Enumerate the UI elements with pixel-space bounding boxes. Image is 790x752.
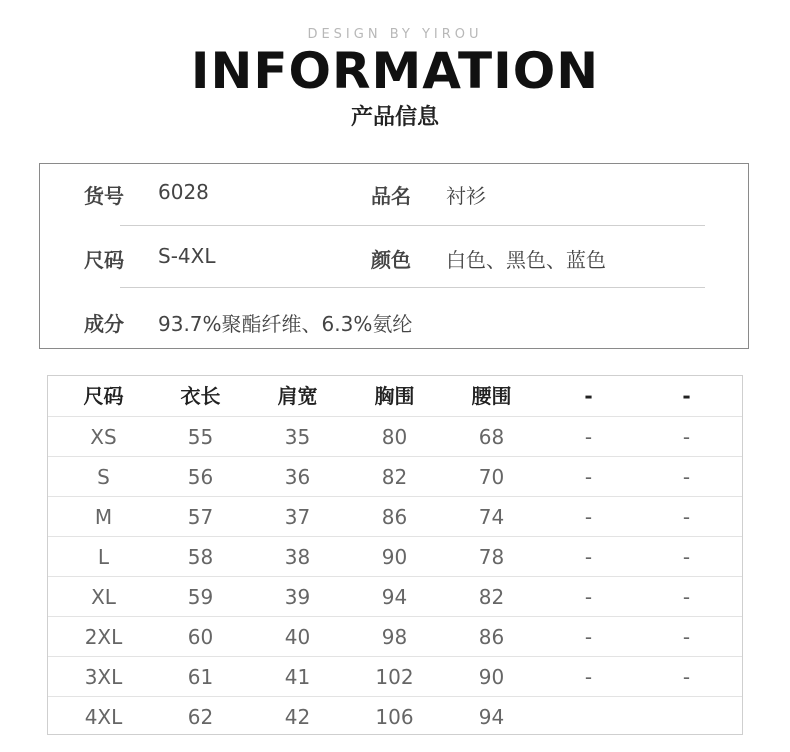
item-number-label: 货号 bbox=[84, 184, 124, 208]
table-row bbox=[48, 616, 742, 657]
table-cell: 2XL bbox=[84, 625, 123, 649]
table-cell: 55 bbox=[187, 425, 214, 449]
table-cell: - bbox=[584, 585, 593, 609]
table-row bbox=[48, 416, 742, 457]
table-cell: 42 bbox=[284, 705, 311, 729]
table-cell: 3XL bbox=[84, 665, 123, 689]
table-cell: 61 bbox=[187, 665, 214, 689]
info-row-item bbox=[40, 174, 748, 214]
table-cell: 39 bbox=[284, 585, 311, 609]
table-cell bbox=[638, 697, 735, 737]
table-cell: XL bbox=[91, 585, 116, 609]
product-name-label: 品名 bbox=[371, 184, 411, 208]
table-cell: - bbox=[682, 465, 691, 489]
table-row bbox=[48, 656, 742, 697]
table-cell: 86 bbox=[478, 625, 505, 649]
table-cell: - bbox=[682, 585, 691, 609]
table-row bbox=[48, 576, 742, 617]
table-cell: M bbox=[94, 505, 113, 529]
table-cell: - bbox=[682, 425, 691, 449]
table-cell: 60 bbox=[187, 625, 214, 649]
color-label: 颜色 bbox=[371, 248, 411, 272]
table-cell: 94 bbox=[381, 585, 408, 609]
table-cell: 82 bbox=[478, 585, 505, 609]
table-header-cell: 衣长 bbox=[180, 384, 221, 408]
table-cell: XS bbox=[90, 425, 117, 449]
table-cell: - bbox=[584, 425, 593, 449]
table-cell: L bbox=[97, 545, 110, 569]
table-header-cell: - bbox=[682, 384, 691, 408]
table-cell: 40 bbox=[284, 625, 311, 649]
table-header-cell: 尺码 bbox=[83, 384, 124, 408]
table-cell: 102 bbox=[375, 665, 414, 689]
material-value: 93.7%聚酯纤维、6.3%氨纶 bbox=[158, 312, 413, 336]
table-cell: 98 bbox=[381, 625, 408, 649]
table-cell: 78 bbox=[478, 545, 505, 569]
page-title: INFORMATION bbox=[190, 42, 600, 100]
table-cell: 58 bbox=[187, 545, 214, 569]
table-cell: 90 bbox=[478, 665, 505, 689]
item-number-value: 6028 bbox=[158, 180, 209, 204]
table-cell: 74 bbox=[478, 505, 505, 529]
table-cell: - bbox=[682, 505, 691, 529]
table-cell: - bbox=[682, 665, 691, 689]
table-cell: 36 bbox=[284, 465, 311, 489]
table-cell: 70 bbox=[478, 465, 505, 489]
table-cell: 86 bbox=[381, 505, 408, 529]
table-cell: 68 bbox=[478, 425, 505, 449]
table-cell: 94 bbox=[478, 705, 505, 729]
table-cell: - bbox=[584, 505, 593, 529]
table-cell: 38 bbox=[284, 545, 311, 569]
table-cell: 82 bbox=[381, 465, 408, 489]
table-cell: 56 bbox=[187, 465, 214, 489]
design-by-kicker: DESIGN BY YIROU bbox=[307, 27, 483, 42]
table-header-cell: 腰围 bbox=[471, 384, 512, 408]
product-info-box bbox=[39, 163, 749, 349]
table-row bbox=[48, 536, 742, 577]
table-cell: 62 bbox=[187, 705, 214, 729]
table-cell: 37 bbox=[284, 505, 311, 529]
table-cell: - bbox=[584, 545, 593, 569]
info-divider bbox=[120, 287, 705, 288]
table-cell: S bbox=[97, 465, 110, 489]
table-cell: 59 bbox=[187, 585, 214, 609]
table-row bbox=[48, 696, 742, 737]
table-cell: 41 bbox=[284, 665, 311, 689]
table-header-row bbox=[48, 376, 742, 416]
table-row bbox=[48, 496, 742, 537]
color-value: 白色、黑色、蓝色 bbox=[446, 248, 606, 272]
info-row-material bbox=[40, 302, 748, 342]
page-subtitle: 产品信息 bbox=[350, 105, 439, 130]
size-range-label: 尺码 bbox=[84, 248, 124, 272]
table-cell: 80 bbox=[381, 425, 408, 449]
size-table bbox=[47, 375, 743, 735]
table-header-cell: - bbox=[584, 384, 593, 408]
table-cell: - bbox=[682, 625, 691, 649]
material-label: 成分 bbox=[84, 312, 124, 336]
table-cell: 90 bbox=[381, 545, 408, 569]
table-header-cell: 胸围 bbox=[374, 384, 415, 408]
table-cell: - bbox=[682, 545, 691, 569]
table-row bbox=[48, 456, 742, 497]
table-cell: - bbox=[584, 625, 593, 649]
table-cell: 106 bbox=[375, 705, 414, 729]
table-cell: 4XL bbox=[84, 705, 123, 729]
table-cell: 57 bbox=[187, 505, 214, 529]
size-range-value: S-4XL bbox=[158, 244, 216, 268]
table-cell: - bbox=[584, 665, 593, 689]
table-cell bbox=[540, 697, 637, 737]
product-name-value: 衬衫 bbox=[446, 184, 486, 208]
table-header-cell: 肩宽 bbox=[277, 384, 318, 408]
table-cell: 35 bbox=[284, 425, 311, 449]
info-row-size-color bbox=[40, 238, 748, 278]
info-divider bbox=[120, 225, 705, 226]
table-cell: - bbox=[584, 465, 593, 489]
